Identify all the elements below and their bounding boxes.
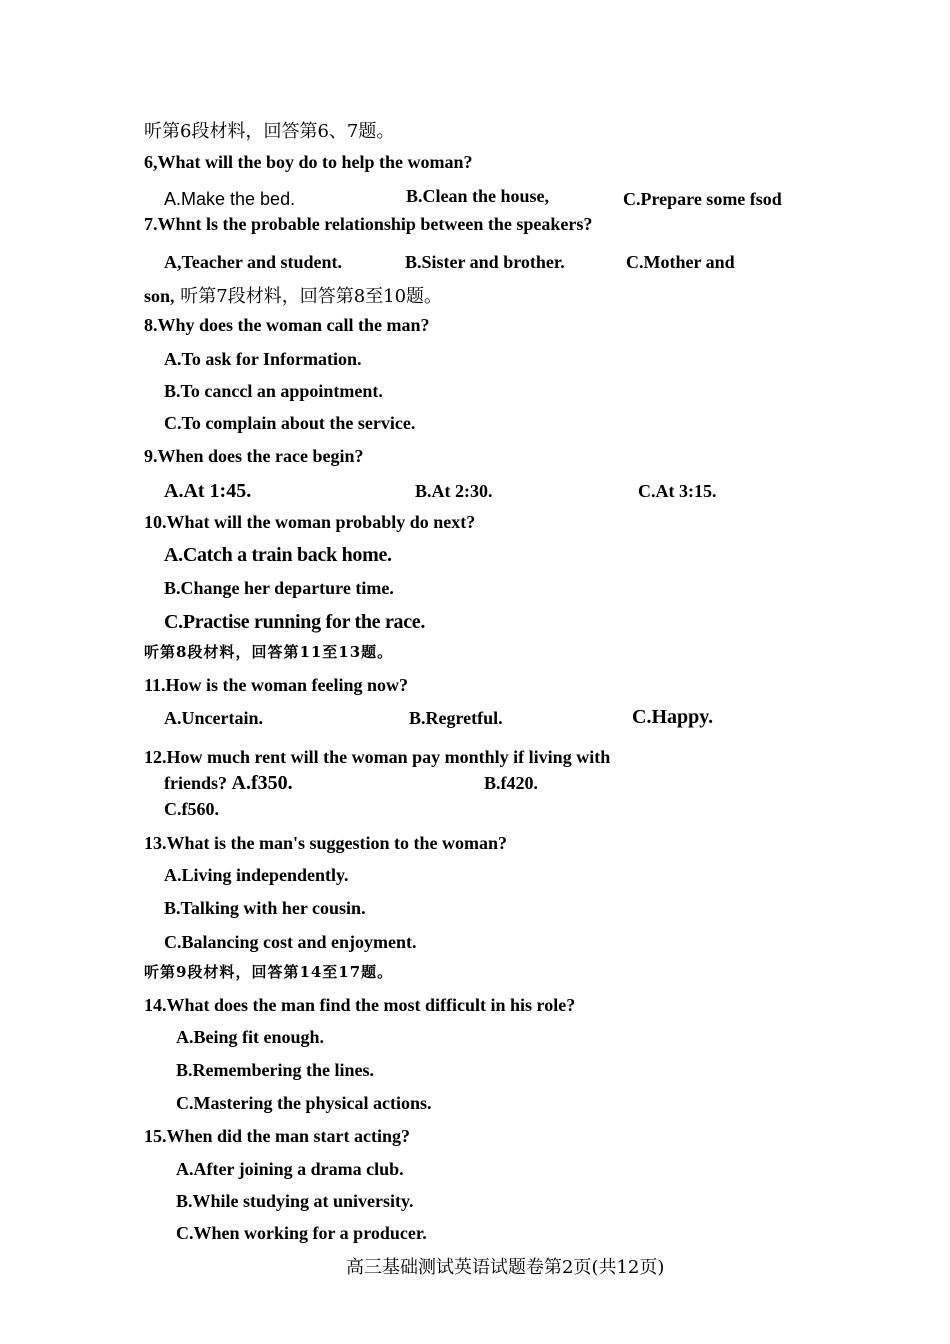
question-6-option-a: A.Make the bed. — [164, 189, 296, 209]
question-7: 7.Whnt ls the probable relationship between the speakers? — [144, 214, 593, 234]
question-12-option-a: A.f350. — [231, 772, 293, 794]
question-10-option-b: B.Change her departure time. — [164, 578, 394, 598]
question-7-option-a: A,Teacher and student. — [164, 252, 343, 272]
section-6-header: 听第6段材料，回答第6、7题。 — [144, 121, 395, 142]
question-8-option-c: C.To complain about the service. — [164, 413, 416, 433]
question-12-option-b: B.f420. — [484, 773, 538, 793]
question-14-option-b: B.Remembering the lines. — [176, 1060, 374, 1080]
question-11: 11.How is the woman feeling now? — [144, 675, 409, 695]
question-15-option-a: A.After joining a drama club. — [176, 1159, 404, 1179]
question-15-option-b: B.While studying at university. — [176, 1191, 414, 1211]
question-12-line-1: 12.How much rent will the woman pay monthly if living with — [144, 747, 611, 767]
question-13-option-a: A.Living independently. — [164, 865, 349, 885]
question-8-option-a: A.To ask for Information. — [164, 349, 362, 369]
question-11-option-a: A.Uncertain. — [164, 708, 263, 728]
question-6-option-c: C.Prepare some fsod — [623, 189, 782, 209]
question-14-option-a: A.Being fit enough. — [176, 1027, 325, 1047]
question-14-option-c: C.Mastering the physical actions. — [176, 1093, 432, 1113]
question-12-option-c: C.f560. — [164, 799, 219, 819]
question-12-line-2-text: friends? — [164, 773, 227, 793]
question-13: 13.What is the man's suggestion to the woman? — [144, 833, 508, 853]
question-7-option-b: B.Sister and brother. — [405, 252, 565, 272]
page-footer: 高三基础测试英语试题卷第2页(共12页) — [346, 1257, 665, 1278]
question-6-option-b: B.Clean the house, — [406, 186, 550, 206]
section-9-header: 听第9段材料，回答第14至17题。 — [144, 963, 394, 981]
section-8-header: 听第8段材料，回答第11至13题。 — [144, 643, 394, 661]
question-9-option-c: C.At 3:15. — [638, 481, 717, 501]
question-7-option-c-continuation: son, — [144, 286, 175, 306]
question-7-option-c: C.Mother and — [626, 252, 735, 272]
question-11-option-c: C.Happy. — [632, 706, 714, 728]
question-6: 6,What will the boy do to help the woman? — [144, 152, 473, 172]
question-15: 15.When did the man start acting? — [144, 1126, 411, 1146]
question-10: 10.What will the woman probably do next? — [144, 512, 476, 532]
question-10-option-c: C.Practise running for the race. — [164, 611, 426, 633]
section-7-header: 听第7段材料，回答第8至10题。 — [174, 286, 443, 307]
question-15-option-c: C.When working for a producer. — [176, 1223, 427, 1243]
question-9-option-a: A.At 1:45. — [164, 480, 252, 502]
question-9-option-b: B.At 2:30. — [415, 481, 493, 501]
section-7-line — [144, 285, 442, 308]
question-12-line-2 — [164, 772, 293, 794]
question-11-option-b: B.Regretful. — [409, 708, 503, 728]
question-13-option-c: C.Balancing cost and enjoyment. — [164, 932, 417, 952]
question-10-option-a: A.Catch a train back home. — [164, 544, 392, 566]
question-8-option-b: B.To canccl an appointment. — [164, 381, 383, 401]
question-8: 8.Why does the woman call the man? — [144, 315, 430, 335]
question-14: 14.What does the man find the most difficult in his role? — [144, 995, 576, 1015]
question-9: 9.When does the race begin? — [144, 446, 364, 466]
question-13-option-b: B.Talking with her cousin. — [164, 898, 366, 918]
